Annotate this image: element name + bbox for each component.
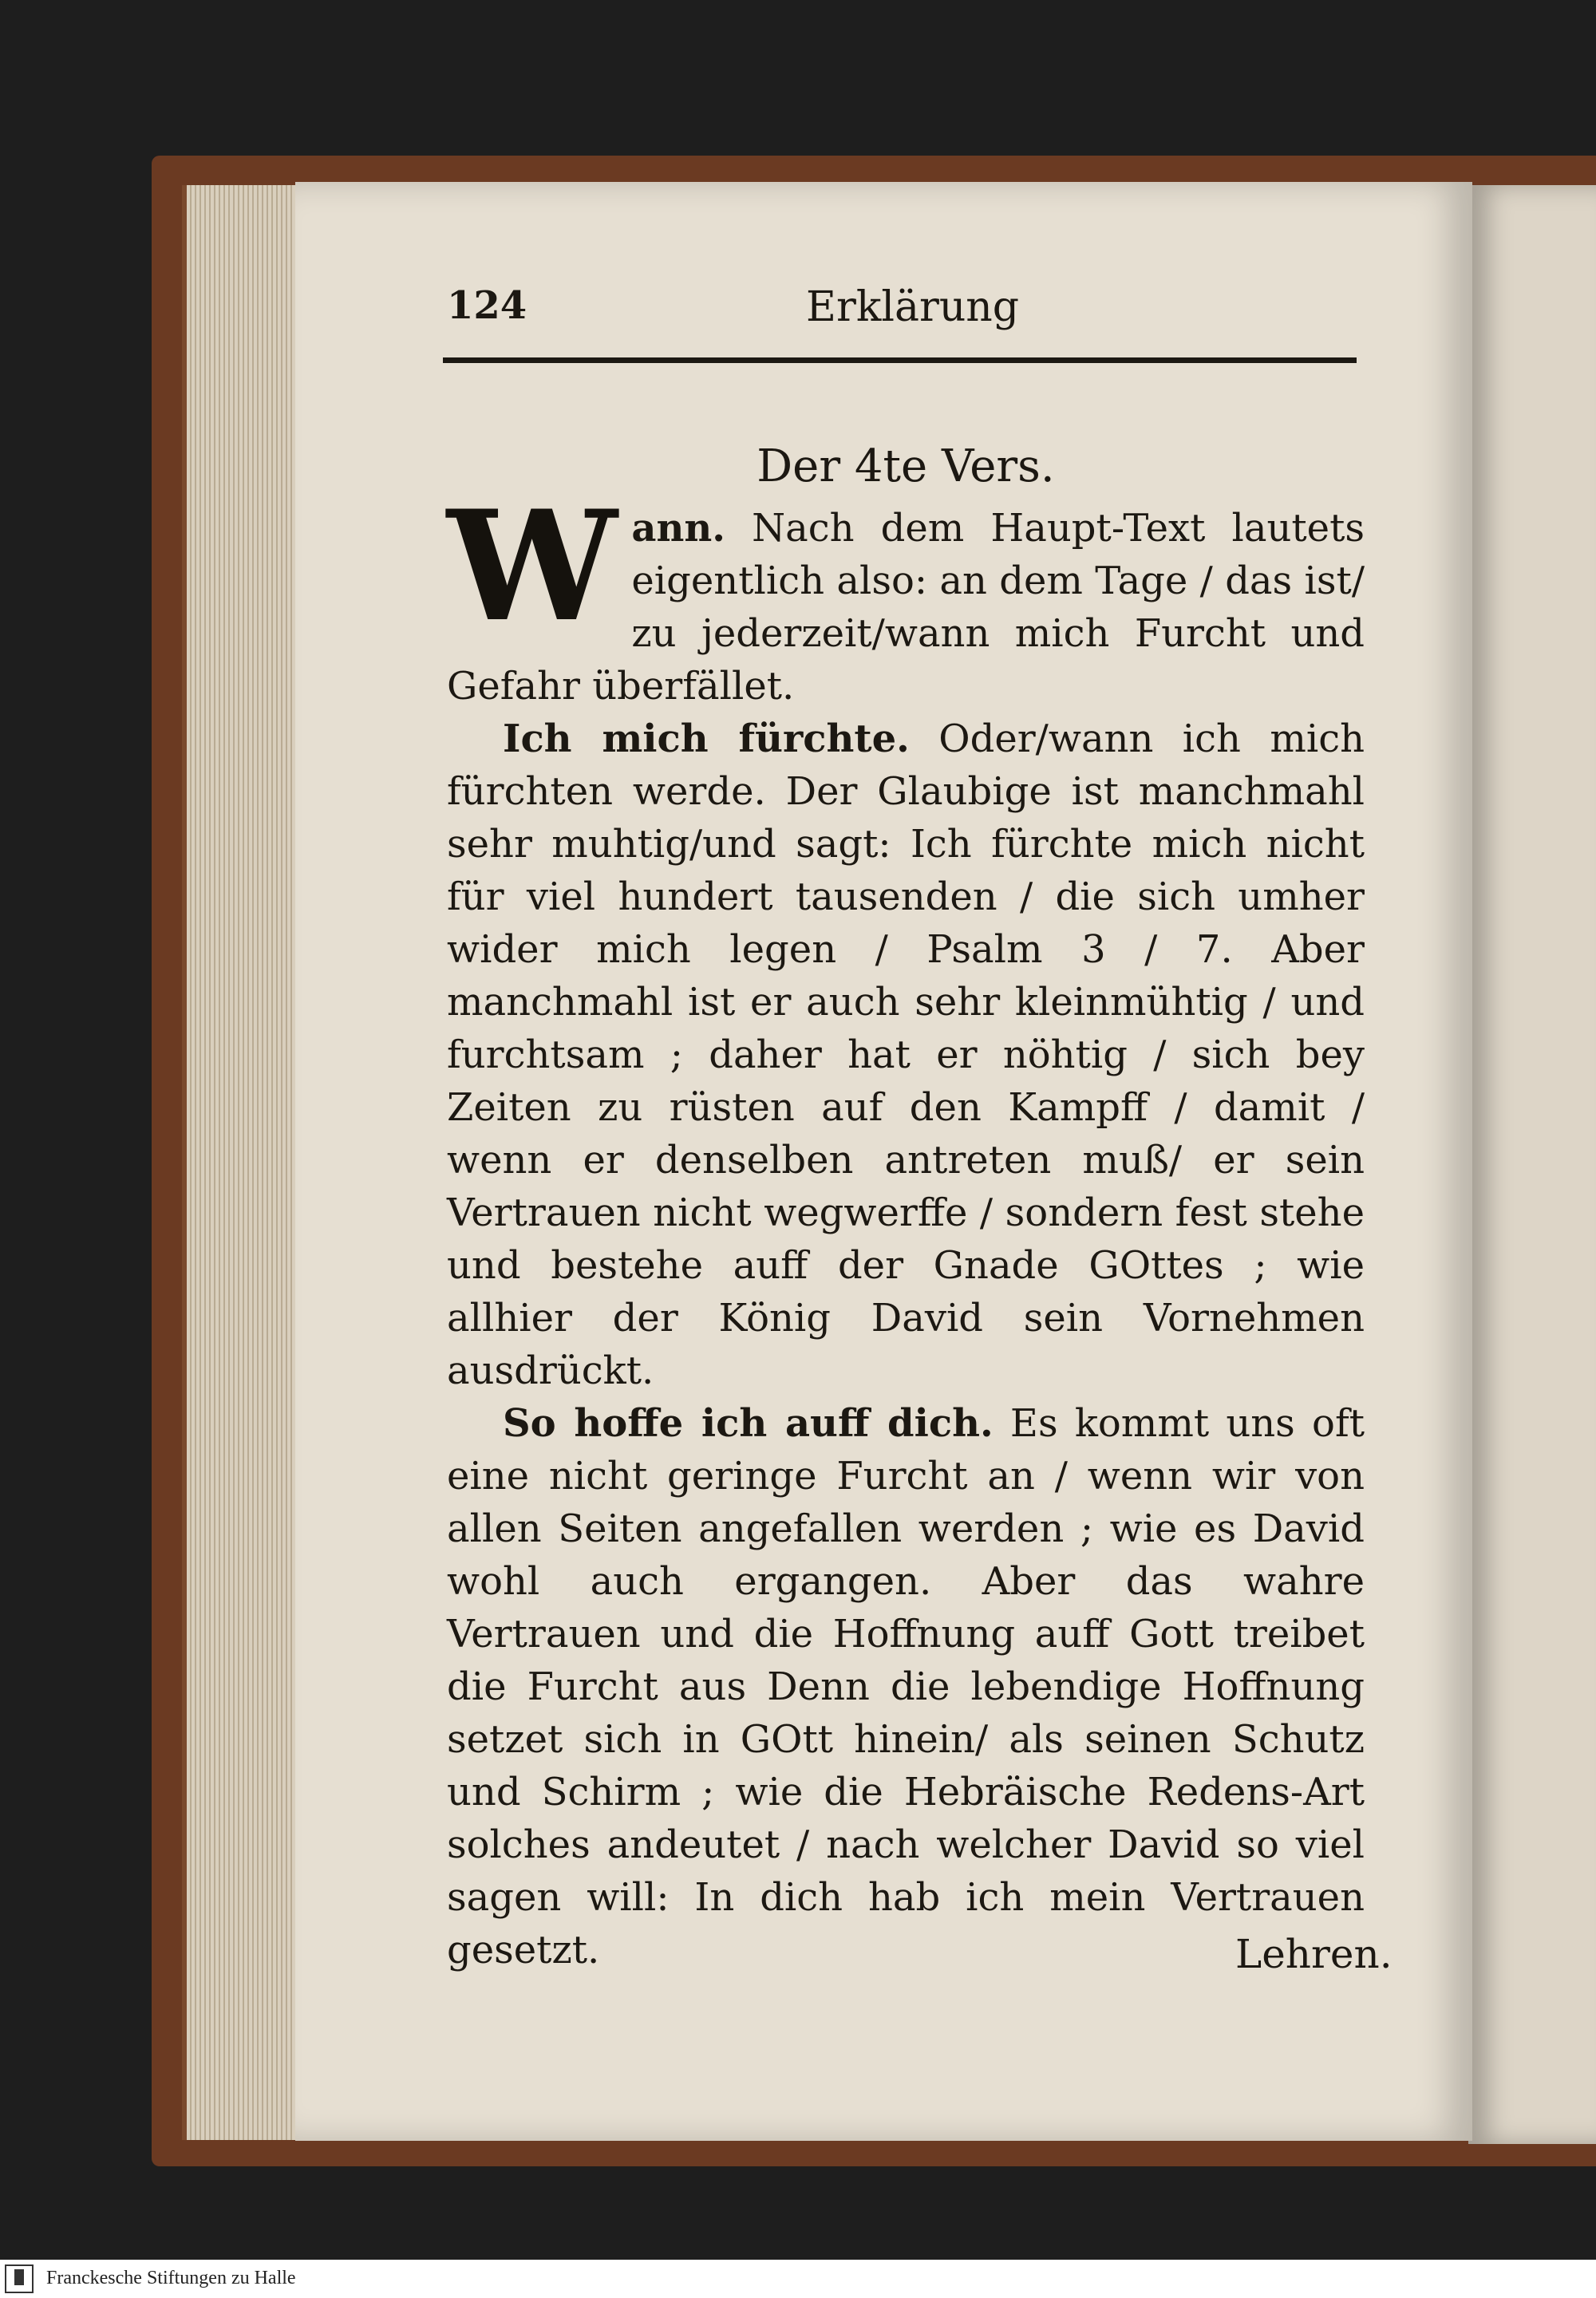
page-number: 124 bbox=[447, 283, 527, 328]
lemma-1: ann. bbox=[631, 506, 725, 551]
facing-page bbox=[1468, 185, 1596, 2144]
page-text bbox=[447, 435, 1365, 1976]
paragraph-1-text: Nach dem Haupt-Text lautets eigentlich also: an dem Tage / das ist/ zu jederzeit/wann mich Furcht und Gefahr überfället. bbox=[447, 506, 1365, 709]
paragraph-3 bbox=[447, 1397, 1365, 1976]
paragraph-3-text: Es kommt uns oft eine nicht geringe Furcht an / wenn wir von allen Seiten angefallen werden ; wie es David wohl auch ergangen. Aber das wahre Vertrauen und die Hoffnung auff Gott treibet die Furcht aus Denn die lebendige Hoffnung setzet sich in GOtt hinein/ als seinen Schutz und Schirm ; wie die Hebräische Redens-Art solches andeutet / nach welcher David so viel sagen will: In dich hab ich mein Vertrauen gesetzt. bbox=[447, 1401, 1365, 1972]
footer-bar bbox=[0, 2260, 1596, 2298]
catchword: Lehren. bbox=[1235, 1931, 1393, 1977]
paragraph-2-text: Oder/wann ich mich fürchten werde. Der Glaubige ist manchmahl sehr muhtig/und sagt: Ich fürchte mich nicht für viel hundert tausenden / die sich umher wider mich legen / Psalm 3 / 7. Aber manchmahl ist er auch sehr kleinmühtig / und furchtsam ; daher hat er nöhtig / sich bey Zeiten zu rüsten auf den Kampff / damit / wenn er denselben antreten muß/ er sein Vertrauen nicht wegwerffe / sondern fest stehe und bestehe auff der Gnade GOttes ; wie allhier der König David sein Vornehmen ausdrückt. bbox=[447, 717, 1365, 1393]
lemma-2: Ich mich fürchte. bbox=[503, 717, 910, 761]
drop-cap: W bbox=[447, 477, 618, 655]
paragraph-1 bbox=[447, 477, 1365, 713]
page-header bbox=[447, 283, 1365, 347]
verse-heading: Der 4te Vers. bbox=[757, 440, 1055, 492]
institution-logo-icon bbox=[5, 2264, 34, 2293]
lemma-3: So hoffe ich auff dich. bbox=[503, 1401, 994, 1446]
running-title: Erklärung bbox=[806, 283, 1020, 331]
page-edges bbox=[182, 185, 306, 2140]
institution-name: Franckesche Stiftungen zu Halle bbox=[46, 2268, 296, 2288]
header-rule bbox=[443, 357, 1357, 363]
paragraph-2 bbox=[447, 713, 1365, 1397]
